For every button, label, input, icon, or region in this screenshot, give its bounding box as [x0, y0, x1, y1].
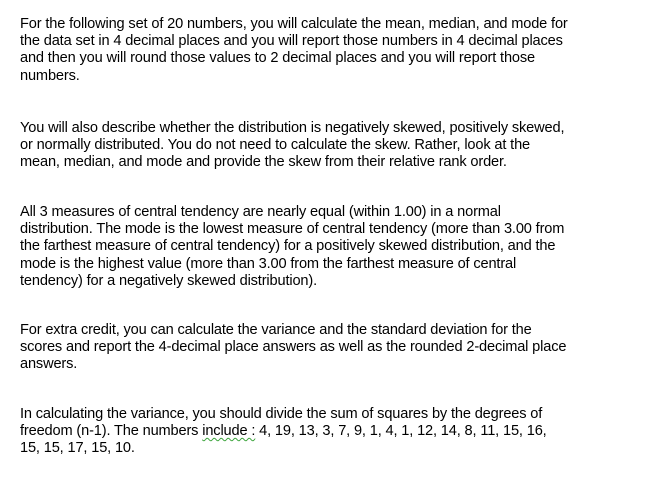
grammar-flagged-word[interactable]: include :	[202, 423, 256, 440]
variance-text-start: In calculating the variance, you should divide the sum of squares by the degrees of freedom (n-1). The numbers	[20, 406, 543, 440]
paragraph-instructions: For the following set of 20 numbers, you will calculate the mean, median, and mode for the data set in 4 decimal places and you will report those numbers in 4 decimal places and then you will round those values to 2 decimal places and you will report those numbers.	[20, 16, 568, 84]
number-list: 4, 19, 13, 3, 7, 9, 1, 4, 1, 12, 14, 8, 11, 15, 16, 15, 15, 17, 15, 10.	[20, 423, 547, 457]
paragraph-extra-credit: For extra credit, you can calculate the variance and the standard deviation for the scores and report the 4-decimal place answers as well as the rounded 2-decimal place answers.	[20, 322, 567, 373]
paragraph-variance-numbers	[20, 406, 640, 458]
paragraph-skew-description: You will also describe whether the distribution is negatively skewed, positively skewed, or normally distributed. You do not need to calculate the skew. Rather, look at the mean, median, and mode and provide the skew from their relative rank order.	[20, 120, 565, 171]
paragraph-central-tendency-rules: All 3 measures of central tendency are nearly equal (within 1.00) in a normal distribution. The mode is the lowest measure of central tendency (more than 3.00 from the farthest measure of central tendency) for a positively skewed distribution, and the mode is the highest value (more than 3.00 from the farthest measure of central tendency) for a negatively skewed distribution).	[20, 204, 565, 289]
